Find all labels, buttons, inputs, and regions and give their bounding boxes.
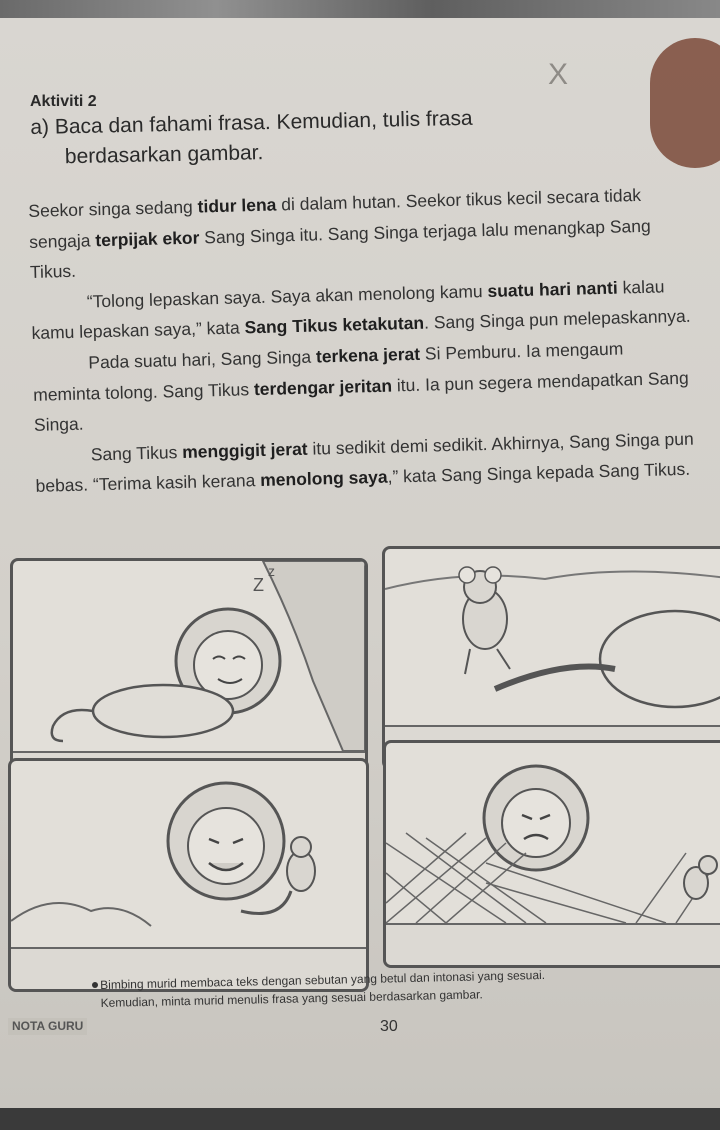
story-paragraph xyxy=(28,179,690,288)
panel-lion-in-net xyxy=(383,740,720,968)
teacher-note-line-1: Bimbing murid membaca teks dengan sebutan yang betul dan intonasi yang sesuai. xyxy=(100,967,546,992)
highlighted-phrase: tidur lena xyxy=(197,194,277,217)
highlighted-phrase: terdengar jeritan xyxy=(253,375,393,399)
highlighted-phrase: menolong saya xyxy=(259,467,388,491)
svg-text:z: z xyxy=(268,563,275,579)
story-text-segment: “Tolong lepaskan saya. Saya akan menolong kamu xyxy=(86,280,488,312)
finger-shadow xyxy=(650,38,720,168)
panel-lion-holding-mouse xyxy=(8,758,369,992)
panel-mouse-on-tail xyxy=(382,546,720,770)
answer-box-4[interactable] xyxy=(386,923,720,965)
story-text-segment: . Sang Singa pun melepaskannya. xyxy=(423,306,691,334)
lion-in-net-illustration xyxy=(386,743,720,923)
lion-holding-mouse-illustration xyxy=(11,761,366,947)
highlighted-phrase: suatu hari nanti xyxy=(487,277,618,301)
story-text-segment: kalau kamu lepaskan saya,” kata xyxy=(31,276,665,344)
story-text-segment: Si Pemburu. Ia mengaum meminta tolong. Sang Tikus xyxy=(32,338,624,405)
story-text-segment: ,” kata Sang Singa kepada Sang Tikus. xyxy=(387,459,691,488)
instruction-line-2: berdasarkan gambar. xyxy=(64,141,264,169)
story-paragraph xyxy=(32,332,694,441)
highlighted-phrase: Sang Tikus ketakutan xyxy=(244,313,425,338)
nota-guru-label: NOTA GURU xyxy=(8,1018,87,1035)
x-mark: X xyxy=(548,58,569,91)
highlighted-phrase: terkena jerat xyxy=(315,343,421,367)
workbook-page xyxy=(0,18,720,1108)
instruction xyxy=(30,101,591,173)
highlighted-phrase: menggigit jerat xyxy=(181,438,308,462)
svg-text:Z: Z xyxy=(253,575,264,595)
story-text-segment: Sang Singa itu. Sang Singa terjaga lalu menangkap Sang Tikus. xyxy=(29,215,651,283)
teacher-note-line-2: Kemudian, minta murid menulis frasa yang sesuai berdasarkan gambar. xyxy=(100,987,483,1010)
page-number: 30 xyxy=(380,1018,398,1035)
bullet-icon xyxy=(92,982,98,988)
mouse-on-tail-illustration xyxy=(385,549,720,725)
story-text-segment: Pada suatu hari, Sang Singa xyxy=(88,346,317,373)
story-text-segment: di dalam hutan. Seekor tikus kecil secara tidak sengaja xyxy=(28,184,642,252)
sleeping-lion-illustration xyxy=(13,561,365,751)
story-text-segment: Sang Tikus xyxy=(90,441,183,465)
highlighted-phrase: terpijak ekor xyxy=(95,227,200,250)
story-text-segment: itu. Ia pun segera mendapatkan Sang Singa. xyxy=(33,367,689,436)
instruction-line-1: a) Baca dan fahami frasa. Kemudian, tulis frasa xyxy=(30,106,473,139)
activity-heading: Aktiviti 2 xyxy=(30,93,97,110)
story-text xyxy=(28,179,696,502)
story-text-segment: itu sedikit demi sedikit. Akhirnya, Sang Singa pun bebas. “Terima kasih kerana xyxy=(35,428,694,497)
story-text-segment: Seekor singa sedang xyxy=(28,196,198,221)
